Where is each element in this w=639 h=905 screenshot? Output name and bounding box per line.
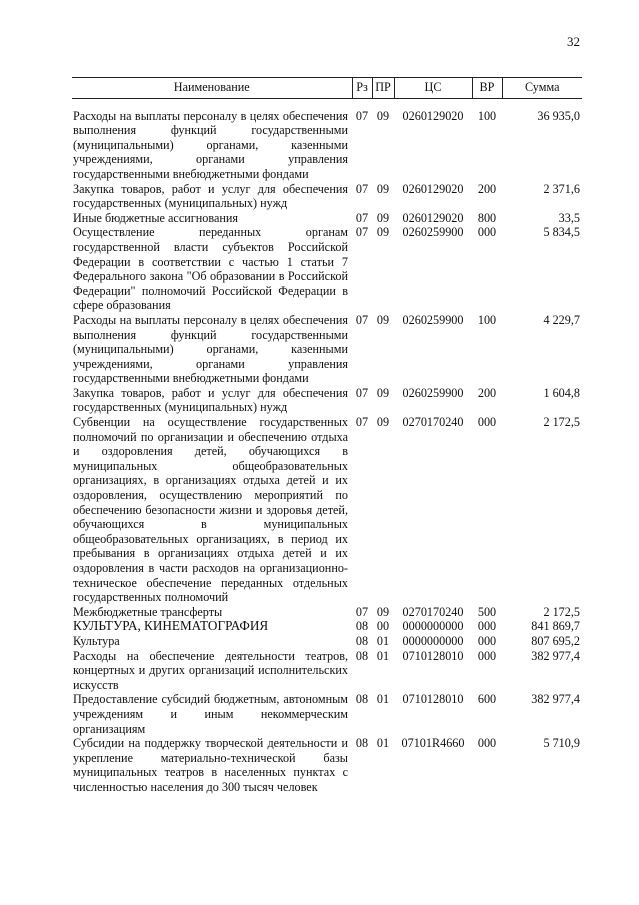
row-sum: 2 172,5	[543, 604, 580, 619]
row-name: Расходы на выплаты персоналу в целях обеспечения выполнения функций государственными (муниципальными) органами, казенными учреждениями, органами управления государственными внебюджетными фондами	[73, 312, 348, 386]
row-pr: 09	[376, 225, 390, 240]
budget-table	[72, 77, 582, 795]
row-sum: 382 977,4	[531, 692, 580, 707]
row-sum: 5 834,5	[543, 225, 580, 240]
row-rz: 07	[355, 385, 369, 400]
row-cs: 0270170240	[402, 415, 464, 430]
row-cs: 07101R4660	[401, 736, 465, 751]
table-row	[72, 736, 582, 794]
row-rz: 07	[355, 210, 369, 225]
row-cs: 0710128010	[402, 648, 464, 663]
row-cs: 0260259900	[402, 225, 464, 240]
row-vr: 500	[477, 604, 497, 619]
header-name: Наименование	[72, 78, 352, 99]
row-cs: 0000000000	[402, 633, 464, 648]
row-sum: 5 710,9	[543, 736, 580, 751]
row-pr: 09	[376, 108, 390, 123]
row-cs: 0260129020	[402, 210, 464, 225]
row-pr: 01	[376, 692, 390, 707]
row-name: Субсидии на поддержку творческой деятельности и укрепление материально-технической базы муниципальных театров в населенных пунктах с численностью населения до 300 тысяч человек	[73, 736, 348, 794]
row-name: Расходы на обеспечение деятельности театров, концертных и других организаций исполнительских искусств	[73, 648, 348, 692]
row-pr: 09	[376, 385, 390, 400]
table-row	[72, 182, 582, 211]
row-vr: 000	[477, 415, 497, 430]
row-pr: 01	[376, 736, 390, 751]
row-rz: 07	[355, 181, 369, 196]
table-row	[72, 386, 582, 415]
row-name: Осуществление переданных органам государственной власти субъектов Российской Федерации в соответствии с частью 1 статьи 7 Федерального закона "Об образовании в Российской Федерации" полномочий Российской Федерации в сфере образования	[73, 225, 348, 313]
row-sum: 807 695,2	[531, 633, 580, 648]
table-row	[72, 98, 582, 181]
row-vr: 200	[477, 385, 497, 400]
row-vr: 000	[477, 633, 497, 648]
row-vr: 100	[477, 108, 497, 123]
row-pr: 00	[376, 619, 390, 634]
row-name: Закупка товаров, работ и услуг для обеспечения государственных (муниципальных) нужд	[73, 385, 348, 415]
row-pr: 01	[376, 648, 390, 663]
row-vr: 000	[477, 736, 497, 751]
row-rz: 08	[355, 633, 369, 648]
row-sum: 36 935,0	[537, 108, 580, 123]
table-row	[72, 605, 582, 620]
row-sum: 4 229,7	[543, 312, 580, 327]
table-row	[72, 211, 582, 226]
row-pr: 09	[376, 210, 390, 225]
table-row	[72, 313, 582, 386]
row-rz: 08	[355, 619, 369, 634]
row-sum: 2 172,5	[543, 415, 580, 430]
row-rz: 07	[355, 108, 369, 123]
row-name: Межбюджетные трансферты	[73, 604, 223, 619]
row-vr: 200	[477, 181, 497, 196]
row-cs: 0270170240	[402, 604, 464, 619]
row-sum: 33,5	[558, 210, 580, 225]
row-rz: 07	[355, 225, 369, 240]
row-name: Иные бюджетные ассигнования	[73, 210, 239, 225]
row-cs: 0260259900	[402, 385, 464, 400]
row-sum: 841 869,7	[531, 619, 580, 634]
row-sum: 2 371,6	[543, 181, 580, 196]
row-rz: 07	[355, 312, 369, 327]
row-pr: 09	[376, 312, 390, 327]
header-sum: Сумма	[502, 78, 582, 99]
row-name: Культура	[73, 633, 120, 648]
header-cs: ЦС	[394, 78, 472, 99]
header-vr: ВР	[472, 78, 502, 99]
row-sum: 382 977,4	[531, 648, 580, 663]
row-vr: 000	[477, 648, 497, 663]
row-vr: 000	[477, 225, 497, 240]
row-rz: 07	[355, 604, 369, 619]
row-cs: 0260129020	[402, 108, 464, 123]
row-name: Субвенции на осуществление государственных полномочий по организации и обеспечению отдыха и оздоровления детей, обучающихся в муниципальных общеобразовательных организациях, в организациях отдыха детей и их оздоровления, осуществлению мероприятий по обеспечению безопасности жизни и здоровья детей, обучающихся в муниципальных общеобразовательных организациях, в период их пребывания в организациях отдыха детей и их оздоровления в части расходов на организационно-техническое обеспечение переданных отдельных государственных полномочий	[73, 415, 348, 605]
table-row-section	[72, 619, 582, 634]
row-vr: 600	[477, 692, 497, 707]
row-vr: 000	[477, 619, 497, 634]
page-number: 32	[567, 34, 580, 49]
row-name: Закупка товаров, работ и услуг для обеспечения государственных (муниципальных) нужд	[73, 181, 348, 211]
row-pr: 09	[376, 181, 390, 196]
row-sum: 1 604,8	[543, 385, 580, 400]
row-rz: 08	[355, 648, 369, 663]
row-cs: 0260129020	[402, 181, 464, 196]
row-pr: 09	[376, 604, 390, 619]
table-header-row	[72, 78, 582, 99]
table-row	[72, 634, 582, 649]
row-pr: 01	[376, 633, 390, 648]
table-row	[72, 415, 582, 605]
row-vr: 800	[477, 210, 497, 225]
row-name: Расходы на выплаты персоналу в целях обеспечения выполнения функций государственными (муниципальными) органами, казенными учреждениями, органами управления государственными внебюджетными фондами	[73, 108, 348, 181]
table-row	[72, 225, 582, 313]
header-rz: Рз	[352, 78, 372, 99]
table-row	[72, 649, 582, 693]
table-row	[72, 692, 582, 736]
row-cs: 0000000000	[402, 619, 464, 634]
row-rz: 08	[355, 736, 369, 751]
row-name: КУЛЬТУРА, КИНЕМАТОГРАФИЯ	[73, 618, 269, 634]
header-pr: ПР	[372, 78, 394, 99]
row-cs: 0260259900	[402, 312, 464, 327]
row-name: Предоставление субсидий бюджетным, автономным учреждениям и иным некоммерческим организациям	[73, 692, 348, 736]
row-rz: 08	[355, 692, 369, 707]
row-rz: 07	[355, 415, 369, 430]
row-vr: 100	[477, 312, 497, 327]
row-pr: 09	[376, 415, 390, 430]
row-cs: 0710128010	[402, 692, 464, 707]
